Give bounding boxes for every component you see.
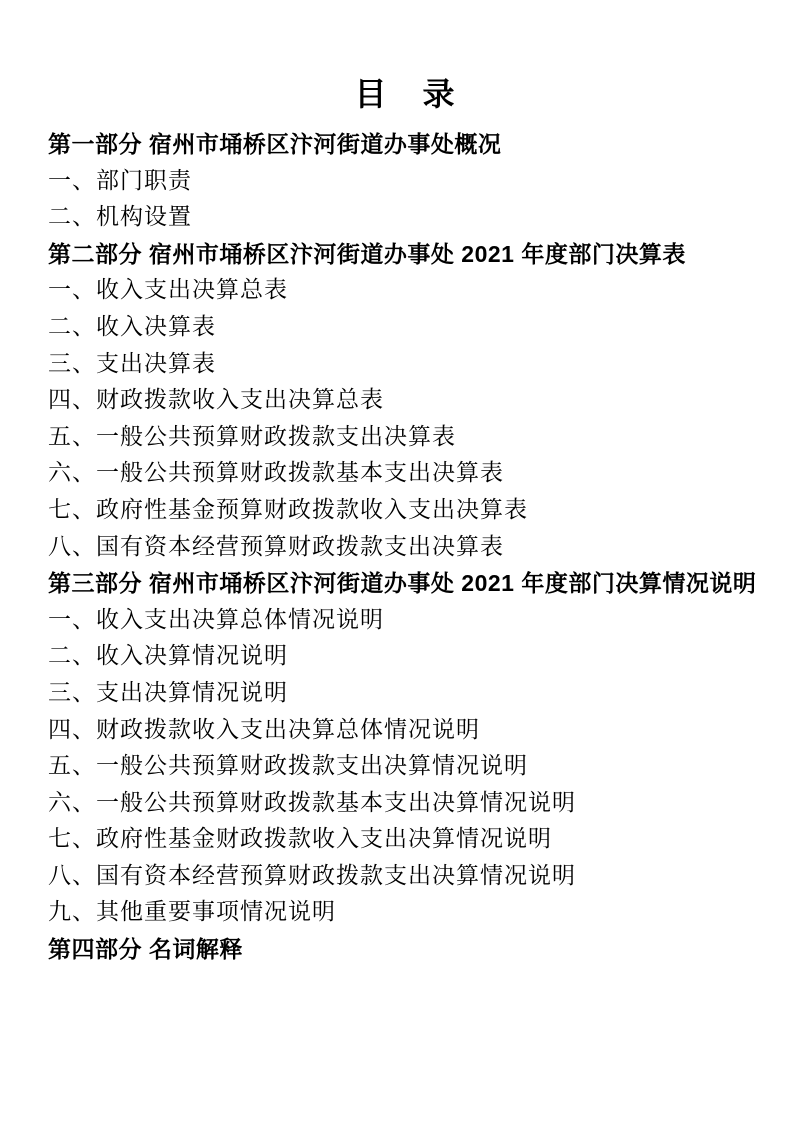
toc-sections bbox=[48, 126, 763, 968]
toc-item: 六、一般公共预算财政拨款基本支出决算情况说明 bbox=[48, 789, 576, 815]
toc-item: 一、收入支出决算总体情况说明 bbox=[48, 606, 384, 632]
toc-section-heading: 第二部分 宿州市埇桥区汴河街道办事处 2021 年度部门决算表 bbox=[48, 240, 686, 267]
toc-item: 七、政府性基金财政拨款收入支出决算情况说明 bbox=[48, 826, 552, 852]
toc-item: 一、收入支出决算总表 bbox=[48, 277, 288, 303]
toc-item: 四、财政拨款收入支出决算总体情况说明 bbox=[48, 716, 480, 742]
toc-content bbox=[48, 70, 763, 968]
toc-item: 二、收入决算表 bbox=[48, 313, 216, 339]
toc-item: 五、一般公共预算财政拨款支出决算表 bbox=[48, 423, 456, 449]
toc-item: 二、收入决算情况说明 bbox=[48, 643, 288, 669]
toc-item: 二、机构设置 bbox=[48, 204, 192, 230]
page-title: 目 录 bbox=[354, 76, 457, 112]
toc-item: 八、国有资本经营预算财政拨款支出决算情况说明 bbox=[48, 862, 576, 888]
toc-item: 五、一般公共预算财政拨款支出决算情况说明 bbox=[48, 753, 528, 779]
toc-item: 三、支出决算表 bbox=[48, 350, 216, 376]
toc-section-heading: 第四部分 名词解释 bbox=[48, 936, 243, 963]
toc-item: 八、国有资本经营预算财政拨款支出决算表 bbox=[48, 533, 504, 559]
toc-section-heading: 第一部分 宿州市埇桥区汴河街道办事处概况 bbox=[48, 131, 502, 157]
toc-section-heading: 第三部分 宿州市埇桥区汴河街道办事处 2021 年度部门决算情况说明 bbox=[48, 570, 757, 597]
toc-item: 九、其他重要事项情况说明 bbox=[48, 899, 336, 925]
toc-item: 四、财政拨款收入支出决算总表 bbox=[48, 387, 384, 413]
toc-item: 七、政府性基金预算财政拨款收入支出决算表 bbox=[48, 496, 528, 522]
toc-item: 三、支出决算情况说明 bbox=[48, 679, 288, 705]
toc-item: 一、部门职责 bbox=[48, 167, 192, 193]
toc-item: 六、一般公共预算财政拨款基本支出决算表 bbox=[48, 460, 504, 486]
